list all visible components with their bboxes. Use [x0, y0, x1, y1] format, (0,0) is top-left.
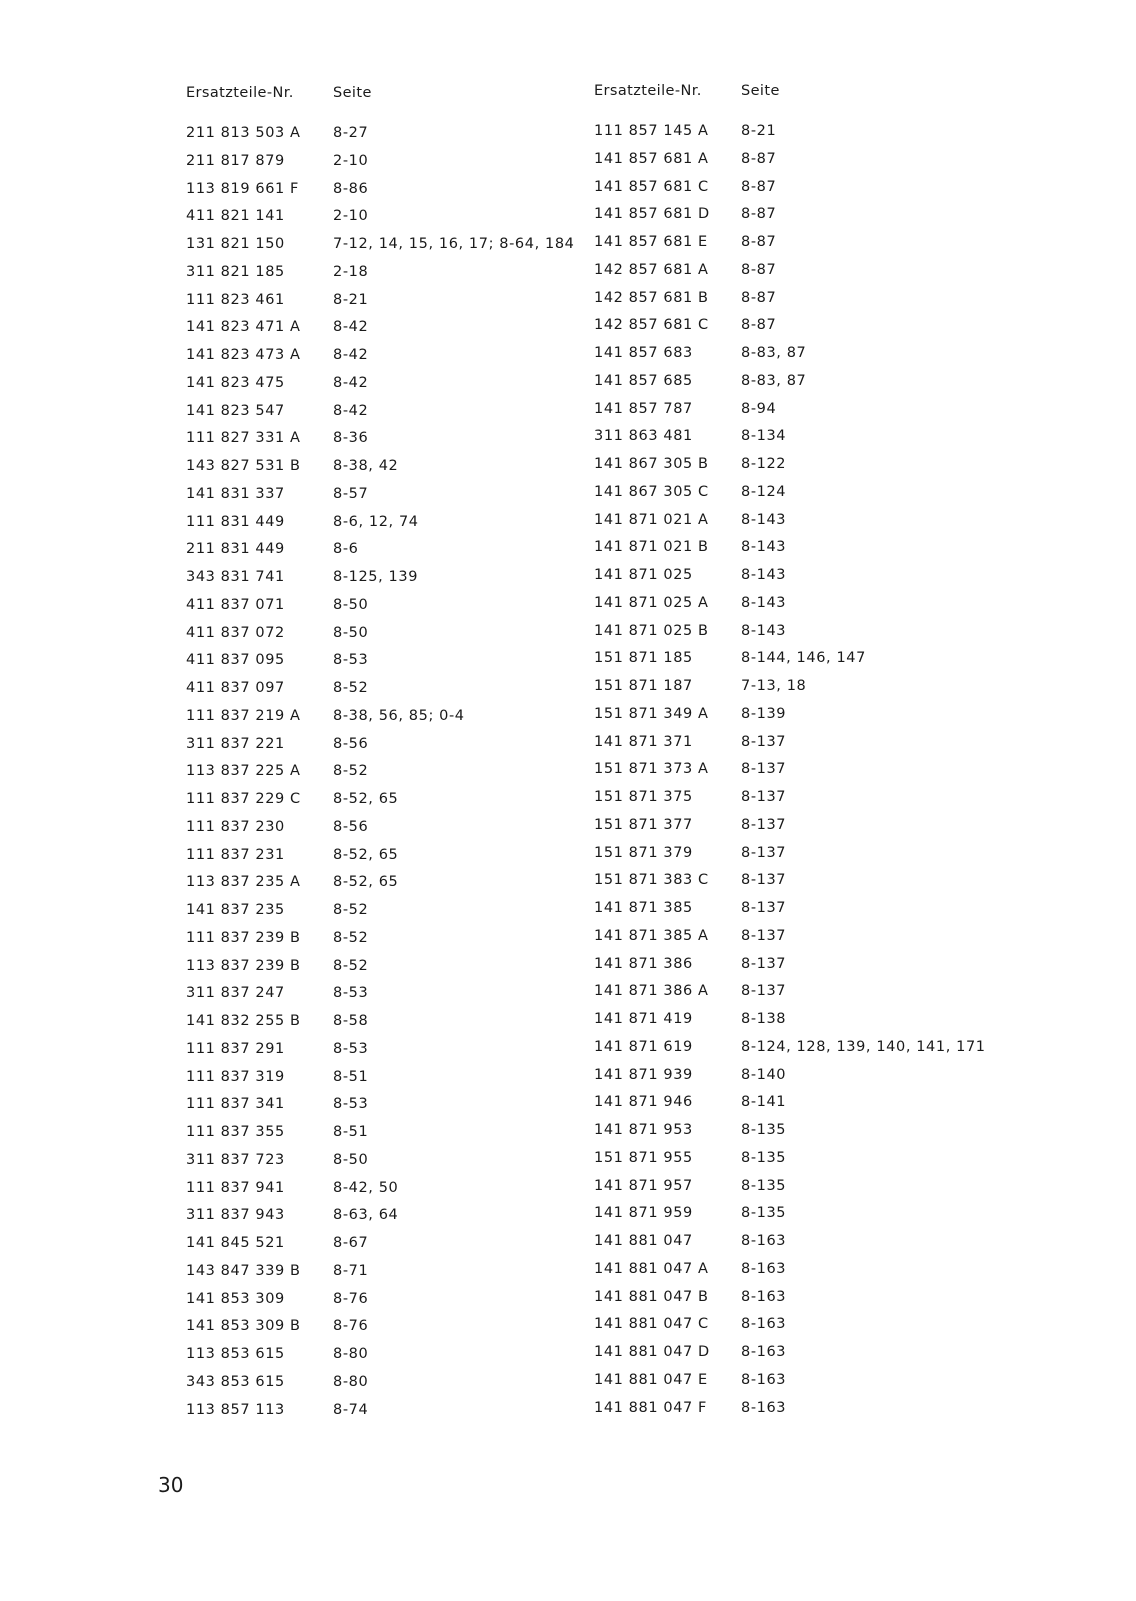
page-ref-cell: 8-87: [741, 178, 777, 195]
part-number-cell: 111 837 319: [186, 1068, 285, 1085]
page-ref-cell: 8-57: [333, 485, 369, 502]
part-number-cell: 141 871 025 A: [594, 594, 709, 611]
table-row: [186, 786, 574, 814]
page-ref-cell: 7-13, 18: [741, 678, 807, 694]
page-ref-cell: 8-52, 65: [333, 874, 399, 891]
part-number-cell: 111 827 331 A: [186, 430, 301, 447]
table-row: [186, 203, 574, 231]
table-row: [594, 1173, 986, 1201]
page-ref-cell: 8-58: [333, 1013, 369, 1029]
part-number-cell: 211 831 449: [186, 541, 285, 558]
table-row: [186, 1258, 574, 1286]
table-row: [186, 897, 574, 925]
table-row: [186, 1313, 574, 1341]
part-number-cell: 141 871 953: [594, 1122, 693, 1138]
page-ref-cell: 8-42: [333, 347, 369, 363]
page-ref-cell: 8-80: [333, 1373, 369, 1390]
part-number-cell: 111 837 941: [186, 1179, 285, 1196]
page-ref-cell: 8-122: [741, 456, 787, 472]
page-ref-cell: 8-87: [741, 234, 777, 250]
part-number-cell: 343 853 615: [186, 1373, 285, 1390]
table-row: [186, 370, 574, 398]
part-number-cell: 311 837 943: [186, 1207, 285, 1224]
table-row: [594, 312, 986, 340]
part-number-cell: 411 821 141: [186, 208, 285, 225]
parts-table-left: [186, 80, 574, 1424]
page-ref-cell: 8-124, 128, 139, 140, 141, 171: [741, 1038, 986, 1055]
table-row: [186, 398, 574, 426]
page-ref-cell: 8-137: [741, 733, 787, 750]
part-number-cell: 151 871 955: [594, 1149, 693, 1166]
page-ref-cell: 8-137: [741, 927, 787, 944]
page-ref-cell: 8-137: [741, 955, 787, 972]
part-number-cell: 143 827 531 B: [186, 458, 301, 474]
part-number-cell: 111 831 449: [186, 513, 285, 530]
page-ref-cell: 8-52: [333, 680, 369, 696]
table-row: [594, 1089, 986, 1117]
page-ref-cell: 8-87: [741, 206, 777, 223]
part-number-cell: 141 871 957: [594, 1177, 693, 1194]
part-number-cell: 141 857 787: [594, 400, 693, 417]
page-ref-cell: 8-143: [741, 511, 787, 528]
table-body: [594, 118, 986, 1422]
page-ref-cell: 8-134: [741, 428, 787, 445]
table-row: [186, 1064, 574, 1092]
part-number-cell: 111 837 219 A: [186, 707, 301, 724]
part-number-cell: 411 837 095: [186, 652, 285, 669]
part-number-cell: 141 871 419: [594, 1011, 693, 1027]
table-header: [186, 82, 574, 104]
table-row: [186, 620, 574, 648]
page-ref-cell: 8-163: [741, 1260, 787, 1277]
part-number-cell: 311 837 221: [186, 735, 285, 752]
page-ref-cell: 8-56: [333, 818, 369, 835]
table-row: [594, 701, 986, 729]
table-row: [186, 120, 574, 148]
page-ref-cell: 8-74: [333, 1401, 369, 1418]
table-row: [594, 340, 986, 368]
page-ref-cell: 8-27: [333, 125, 369, 141]
part-number-cell: 141 871 371: [594, 733, 693, 750]
page-ref-cell: 8-52, 65: [333, 846, 399, 863]
page-ref-cell: 2-10: [333, 152, 369, 169]
table-row: [186, 1202, 574, 1230]
table-row: [186, 453, 574, 481]
table-body: [186, 120, 574, 1424]
page-ref-cell: 8-87: [741, 317, 777, 334]
page-ref-cell: 8-6: [333, 541, 359, 558]
part-number-cell: 343 831 741: [186, 569, 285, 585]
table-row: [594, 1311, 986, 1339]
part-number-cell: 111 823 461: [186, 291, 285, 308]
table-row: [594, 396, 986, 424]
table-row: [186, 1286, 574, 1314]
page-ref-cell: 7-12, 14, 15, 16, 17; 8-64, 184: [333, 236, 575, 252]
table-row: [186, 481, 574, 509]
page-ref-cell: 8-76: [333, 1318, 369, 1335]
table-row: [594, 895, 986, 923]
part-number-cell: 113 853 615: [186, 1346, 285, 1362]
table-row: [594, 1256, 986, 1284]
page-ref-cell: 8-143: [741, 594, 787, 611]
part-number-cell: 141 867 305 B: [594, 456, 709, 472]
part-number-cell: 311 837 247: [186, 985, 285, 1002]
part-number-cell: 141 832 255 B: [186, 1013, 301, 1029]
part-number-cell: 151 871 379: [594, 844, 693, 861]
page-ref-cell: 8-163: [741, 1399, 787, 1416]
page-ref-cell: 8-86: [333, 180, 369, 197]
page-ref-cell: 8-52: [333, 763, 369, 780]
page-ref-cell: 8-137: [741, 789, 787, 805]
part-number-cell: 141 857 685: [594, 372, 693, 389]
page-ref-cell: 8-139: [741, 705, 787, 722]
part-number-cell: 411 837 072: [186, 624, 285, 641]
part-number-cell: 141 857 681 D: [594, 206, 710, 223]
table-row: [186, 1036, 574, 1064]
table-row: [594, 1339, 986, 1367]
part-number-cell: 143 847 339 B: [186, 1262, 301, 1279]
table-row: [594, 923, 986, 951]
page-ref-cell: 8-51: [333, 1124, 369, 1140]
page-ref-cell: 8-83, 87: [741, 372, 807, 389]
page-ref-cell: 8-87: [741, 150, 777, 167]
page-ref-cell: 8-52: [333, 957, 369, 974]
table-row: [186, 1341, 574, 1369]
table-row: [186, 425, 574, 453]
part-number-cell: 141 871 386: [594, 955, 693, 972]
page-ref-cell: 8-21: [741, 123, 777, 139]
table-row: [594, 257, 986, 285]
page-ref-cell: 8-137: [741, 761, 787, 778]
part-number-cell: 111 857 145 A: [594, 123, 709, 139]
table-row: [594, 479, 986, 507]
parts-table-right: [594, 80, 986, 1422]
part-number-cell: 141 857 681 C: [594, 178, 709, 195]
page-ref-cell: 8-140: [741, 1066, 787, 1083]
table-row: [186, 980, 574, 1008]
table-row: [594, 285, 986, 313]
page-ref-cell: 8-6, 12, 74: [333, 513, 419, 530]
table-row: [186, 564, 574, 592]
page-ref-cell: 8-53: [333, 652, 369, 669]
table-row: [186, 259, 574, 287]
table-row: [186, 1230, 574, 1258]
page-ref-cell: 8-137: [741, 816, 787, 833]
table-row: [186, 1369, 574, 1397]
part-number-cell: 141 881 047 E: [594, 1371, 708, 1388]
table-row: [186, 925, 574, 953]
part-number-cell: 141 867 305 C: [594, 483, 709, 500]
table-row: [594, 423, 986, 451]
part-number-cell: 141 823 547: [186, 402, 285, 419]
table-row: [186, 703, 574, 731]
page-ref-cell: 8-71: [333, 1262, 369, 1279]
page-ref-cell: 8-52, 65: [333, 791, 399, 807]
part-number-cell: 111 837 231: [186, 846, 285, 863]
page-ref-cell: 8-137: [741, 872, 787, 889]
page-ref-cell: 8-135: [741, 1149, 787, 1166]
page-ref-cell: 8-143: [741, 567, 787, 583]
part-number-cell: 141 823 475: [186, 374, 285, 391]
table-row: [186, 148, 574, 176]
page-ref-cell: 8-125, 139: [333, 569, 419, 585]
page-ref-cell: 8-50: [333, 1151, 369, 1168]
page-ref-cell: 8-42: [333, 374, 369, 391]
part-number-cell: 141 881 047 D: [594, 1344, 710, 1360]
page-ref-cell: 8-143: [741, 622, 787, 639]
table-row: [186, 1091, 574, 1119]
table-row: [186, 1119, 574, 1147]
table-row: [594, 784, 986, 812]
table-row: [186, 953, 574, 981]
part-number-cell: 311 821 185: [186, 263, 285, 280]
part-number-cell: 141 881 047 F: [594, 1399, 707, 1416]
page-ref-cell: 8-138: [741, 1011, 787, 1027]
page-ref-cell: 8-163: [741, 1371, 787, 1388]
table-row: [186, 842, 574, 870]
header-page: Seite: [741, 83, 780, 99]
table-row: [594, 507, 986, 535]
table-row: [594, 1034, 986, 1062]
page-ref-cell: 8-124: [741, 483, 787, 500]
table-row: [594, 146, 986, 174]
page-ref-cell: 8-42: [333, 319, 369, 336]
part-number-cell: 141 857 681 A: [594, 150, 709, 167]
table-row: [594, 840, 986, 868]
page-ref-cell: 8-83, 87: [741, 345, 807, 361]
header-part-no: Ersatzteile-Nr.: [186, 85, 294, 101]
part-number-cell: 151 871 373 A: [594, 761, 709, 778]
page-ref-cell: 8-137: [741, 983, 787, 1000]
part-number-cell: 141 871 386 A: [594, 983, 709, 1000]
table-row: [594, 118, 986, 146]
part-number-cell: 141 871 021 B: [594, 539, 709, 556]
page-ref-cell: 8-76: [333, 1290, 369, 1307]
page-ref-cell: 8-42: [333, 402, 369, 419]
part-number-cell: 113 837 239 B: [186, 957, 301, 974]
table-row: [594, 1200, 986, 1228]
page-ref-cell: 8-50: [333, 624, 369, 641]
page-ref-cell: 8-144, 146, 147: [741, 650, 866, 667]
table-row: [594, 451, 986, 479]
part-number-cell: 411 837 097: [186, 680, 285, 696]
part-number-cell: 141 871 025: [594, 567, 693, 583]
part-number-cell: 141 881 047 B: [594, 1288, 709, 1305]
part-number-cell: 142 857 681 B: [594, 289, 709, 306]
part-number-cell: 211 817 879: [186, 152, 285, 169]
page-ref-cell: 8-53: [333, 1096, 369, 1113]
part-number-cell: 141 881 047 C: [594, 1316, 709, 1333]
table-row: [186, 509, 574, 537]
table-row: [594, 1395, 986, 1423]
page-ref-cell: 8-141: [741, 1094, 787, 1111]
part-number-cell: 111 837 229 C: [186, 791, 301, 807]
table-row: [186, 758, 574, 786]
part-number-cell: 111 837 291: [186, 1040, 285, 1057]
table-row: [186, 314, 574, 342]
page-ref-cell: 8-53: [333, 1040, 369, 1057]
table-row: [186, 287, 574, 315]
part-number-cell: 113 837 225 A: [186, 763, 301, 780]
part-number-cell: 113 857 113: [186, 1401, 285, 1418]
page-ref-cell: 8-135: [741, 1122, 787, 1138]
page-ref-cell: 8-38, 56, 85; 0-4: [333, 707, 465, 724]
part-number-cell: 141 845 521: [186, 1235, 285, 1251]
table-row: [594, 756, 986, 784]
part-number-cell: 151 871 375: [594, 789, 693, 805]
part-number-cell: 142 857 681 C: [594, 317, 709, 334]
table-row: [594, 729, 986, 757]
part-number-cell: 151 871 377: [594, 816, 693, 833]
part-number-cell: 141 823 471 A: [186, 319, 301, 336]
page-ref-cell: 8-63, 64: [333, 1207, 399, 1224]
page-ref-cell: 8-163: [741, 1233, 787, 1249]
part-number-cell: 151 871 187: [594, 678, 693, 694]
table-row: [186, 176, 574, 204]
page-ref-cell: 8-52: [333, 902, 369, 918]
page-ref-cell: 8-163: [741, 1316, 787, 1333]
table-row: [594, 534, 986, 562]
table-row: [186, 1008, 574, 1036]
table-row: [186, 342, 574, 370]
table-row: [186, 1397, 574, 1425]
table-row: [594, 1228, 986, 1256]
table-row: [186, 869, 574, 897]
page-ref-cell: 8-21: [333, 291, 369, 308]
part-number-cell: 411 837 071: [186, 596, 285, 613]
page-ref-cell: 8-87: [741, 261, 777, 278]
page-ref-cell: 8-50: [333, 596, 369, 613]
part-number-cell: 141 871 025 B: [594, 622, 709, 639]
part-number-cell: 111 837 341: [186, 1096, 285, 1113]
part-number-cell: 113 819 661 F: [186, 180, 299, 197]
part-number-cell: 141 871 619: [594, 1038, 693, 1055]
part-number-cell: 113 837 235 A: [186, 874, 301, 891]
table-row: [594, 1006, 986, 1034]
part-number-cell: 111 837 230: [186, 818, 285, 835]
table-row: [594, 1062, 986, 1090]
part-number-cell: 141 823 473 A: [186, 347, 301, 363]
table-row: [594, 812, 986, 840]
part-number-cell: 141 831 337: [186, 485, 285, 502]
part-number-cell: 142 857 681 A: [594, 261, 709, 278]
page-ref-cell: 8-135: [741, 1177, 787, 1194]
table-row: [594, 201, 986, 229]
part-number-cell: 141 837 235: [186, 902, 285, 918]
page-ref-cell: 8-94: [741, 400, 777, 417]
part-number-cell: 141 853 309 B: [186, 1318, 301, 1335]
page-ref-cell: 8-87: [741, 289, 777, 306]
page-ref-cell: 8-137: [741, 844, 787, 861]
page-ref-cell: 8-135: [741, 1205, 787, 1222]
page-ref-cell: 8-56: [333, 735, 369, 752]
page-ref-cell: 8-163: [741, 1288, 787, 1305]
header-part-no: Ersatzteile-Nr.: [594, 83, 702, 99]
table-row: [594, 978, 986, 1006]
table-row: [594, 951, 986, 979]
header-page: Seite: [333, 85, 372, 101]
page-ref-cell: 8-143: [741, 539, 787, 556]
part-number-cell: 151 871 185: [594, 650, 693, 667]
page-ref-cell: 8-80: [333, 1346, 369, 1362]
page-ref-cell: 2-10: [333, 208, 369, 225]
part-number-cell: 211 813 503 A: [186, 125, 301, 141]
part-number-cell: 131 821 150: [186, 236, 285, 252]
part-number-cell: 141 853 309: [186, 1290, 285, 1307]
table-row: [594, 1117, 986, 1145]
page-ref-cell: 2-18: [333, 263, 369, 280]
part-number-cell: 141 871 946: [594, 1094, 693, 1111]
table-row: [594, 1284, 986, 1312]
page-ref-cell: 8-52: [333, 929, 369, 946]
table-row: [594, 590, 986, 618]
table-row: [594, 1367, 986, 1395]
table-row: [186, 731, 574, 759]
part-number-cell: 151 871 349 A: [594, 705, 709, 722]
page-ref-cell: 8-42, 50: [333, 1179, 399, 1196]
part-number-cell: 141 881 047 A: [594, 1260, 709, 1277]
table-row: [186, 647, 574, 675]
table-row: [186, 814, 574, 842]
table-row: [594, 618, 986, 646]
table-row: [186, 536, 574, 564]
table-row: [186, 231, 574, 259]
table-row: [594, 562, 986, 590]
part-number-cell: 311 863 481: [594, 428, 693, 445]
table-row: [594, 867, 986, 895]
part-number-cell: 141 857 683: [594, 345, 693, 361]
table-row: [186, 592, 574, 620]
table-row: [594, 174, 986, 202]
page-ref-cell: 8-137: [741, 900, 787, 916]
page-ref-cell: 8-51: [333, 1068, 369, 1085]
part-number-cell: 141 881 047: [594, 1233, 693, 1249]
page-ref-cell: 8-53: [333, 985, 369, 1002]
table-row: [186, 675, 574, 703]
table-row: [594, 368, 986, 396]
part-number-cell: 141 871 385 A: [594, 927, 709, 944]
table-row: [186, 1147, 574, 1175]
table-row: [594, 645, 986, 673]
part-number-cell: 141 857 681 E: [594, 234, 708, 250]
table-row: [594, 673, 986, 701]
page-number: 30: [158, 1473, 184, 1497]
part-number-cell: 141 871 385: [594, 900, 693, 916]
part-number-cell: 141 871 939: [594, 1066, 693, 1083]
page-ref-cell: 8-67: [333, 1235, 369, 1251]
table-row: [594, 229, 986, 257]
page-ref-cell: 8-36: [333, 430, 369, 447]
part-number-cell: 111 837 239 B: [186, 929, 301, 946]
part-number-cell: 111 837 355: [186, 1124, 285, 1140]
part-number-cell: 141 871 021 A: [594, 511, 709, 528]
table-header: [594, 80, 986, 102]
part-number-cell: 141 871 959: [594, 1205, 693, 1222]
page-ref-cell: 8-38, 42: [333, 458, 399, 474]
table-row: [186, 1175, 574, 1203]
page-ref-cell: 8-163: [741, 1344, 787, 1360]
part-number-cell: 311 837 723: [186, 1151, 285, 1168]
table-row: [594, 1145, 986, 1173]
part-number-cell: 151 871 383 C: [594, 872, 709, 889]
